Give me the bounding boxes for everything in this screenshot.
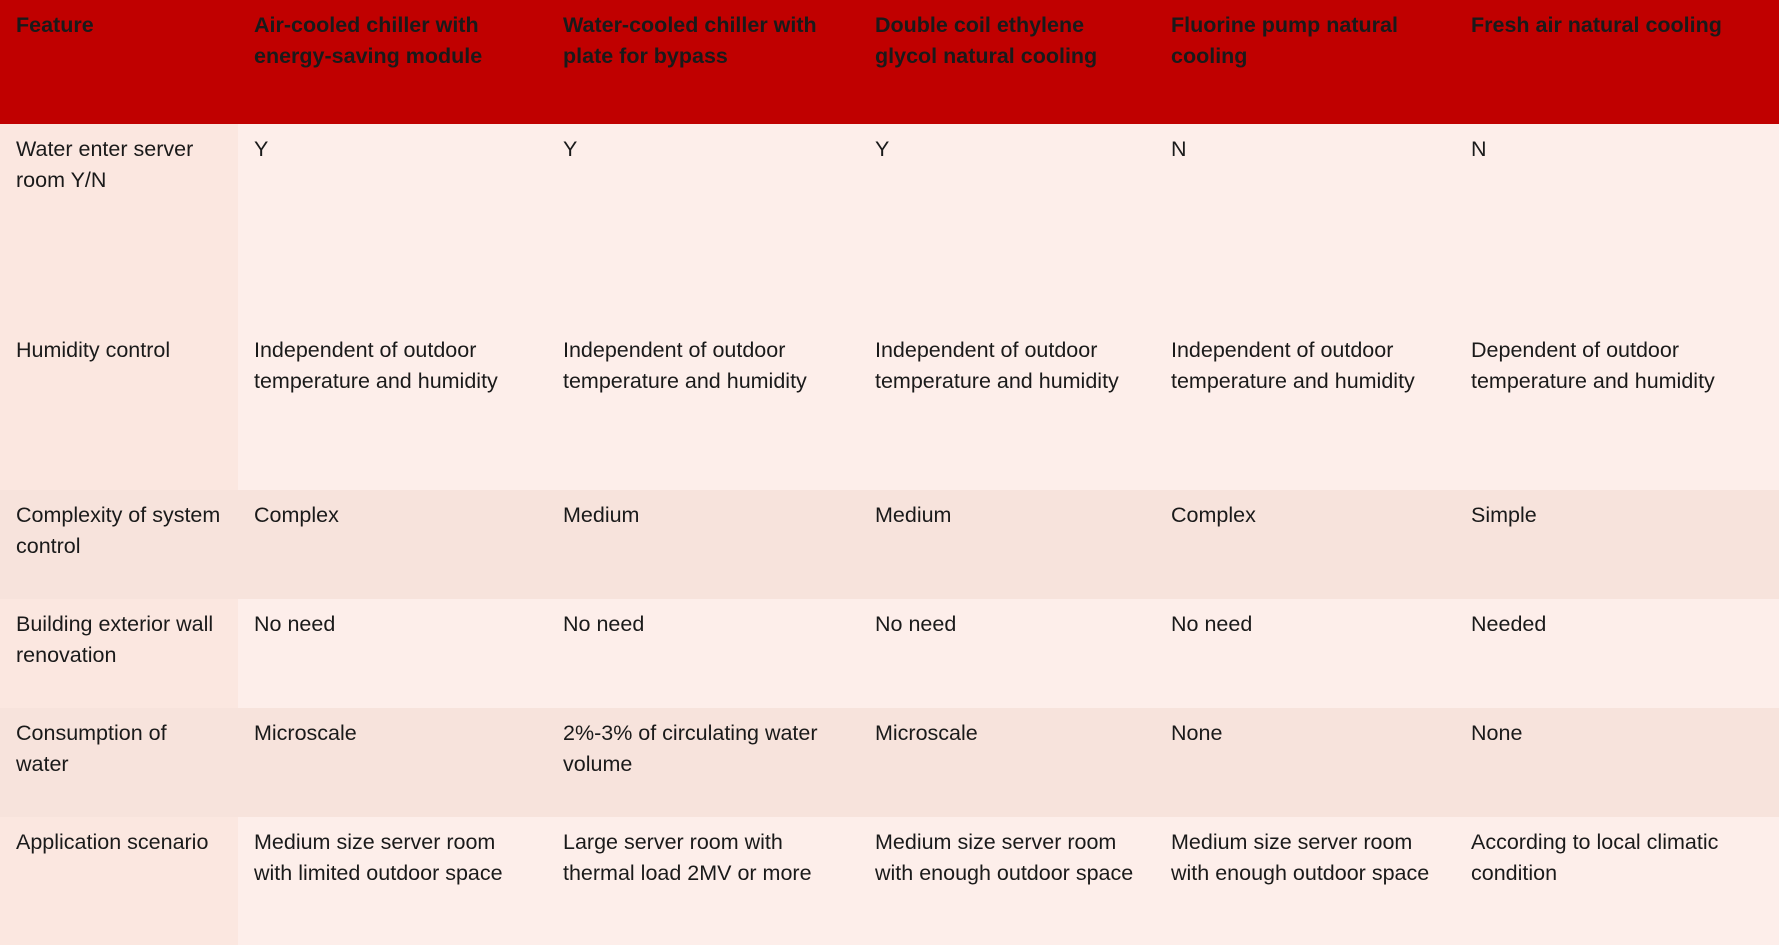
row-label: Humidity control [0, 325, 238, 490]
table-row [0, 490, 1779, 599]
table-cell: 2%-3% of circulating water volume [547, 708, 859, 817]
table-cell: Large server room with thermal load 2MV or more [547, 817, 859, 945]
table-row [0, 817, 1779, 945]
table-cell: N [1455, 124, 1779, 325]
column-header-fresh-air: Fresh air natural cooling [1455, 0, 1779, 124]
table-body [0, 124, 1779, 945]
row-label: Building exterior wall renovation [0, 599, 238, 708]
column-header-water-cooled-chiller: Water-cooled chiller with plate for bypass [547, 0, 859, 124]
table-cell: No need [238, 599, 547, 708]
table-cell: Medium size server room with enough outdoor space [1155, 817, 1455, 945]
table-cell: Medium size server room with limited outdoor space [238, 817, 547, 945]
table-cell: No need [1155, 599, 1455, 708]
header-row [0, 0, 1779, 124]
table-cell: Independent of outdoor temperature and humidity [238, 325, 547, 490]
table-cell: Complex [1155, 490, 1455, 599]
table-cell: Needed [1455, 599, 1779, 708]
column-header-air-cooled-chiller: Air-cooled chiller with energy-saving module [238, 0, 547, 124]
table-cell: Medium [547, 490, 859, 599]
table-row [0, 124, 1779, 325]
table-cell: Microscale [859, 708, 1155, 817]
table-cell: No need [547, 599, 859, 708]
table-row [0, 325, 1779, 490]
table-cell: According to local climatic condition [1455, 817, 1779, 945]
column-header-double-coil-glycol: Double coil ethylene glycol natural cooling [859, 0, 1155, 124]
row-label: Water enter server room Y/N [0, 124, 238, 325]
table-row [0, 708, 1779, 817]
table-cell: Independent of outdoor temperature and humidity [1155, 325, 1455, 490]
table-cell: Independent of outdoor temperature and humidity [859, 325, 1155, 490]
table-cell: None [1455, 708, 1779, 817]
table-cell: Complex [238, 490, 547, 599]
table-cell: No need [859, 599, 1155, 708]
table-cell: Y [547, 124, 859, 325]
table-cell: Microscale [238, 708, 547, 817]
table-cell: Dependent of outdoor temperature and humidity [1455, 325, 1779, 490]
table-cell: Medium [859, 490, 1155, 599]
table-cell: Simple [1455, 490, 1779, 599]
table-cell: None [1155, 708, 1455, 817]
table-cell: Independent of outdoor temperature and humidity [547, 325, 859, 490]
row-label: Complexity of system control [0, 490, 238, 599]
table-header [0, 0, 1779, 124]
row-label: Application scenario [0, 817, 238, 945]
table-cell: Y [859, 124, 1155, 325]
table-cell: Y [238, 124, 547, 325]
row-label: Consumption of water [0, 708, 238, 817]
table-cell: N [1155, 124, 1455, 325]
column-header-fluorine-pump: Fluorine pump natural cooling [1155, 0, 1455, 124]
table-cell: Medium size server room with enough outdoor space [859, 817, 1155, 945]
column-header-feature: Feature [0, 0, 238, 124]
table-row [0, 599, 1779, 708]
